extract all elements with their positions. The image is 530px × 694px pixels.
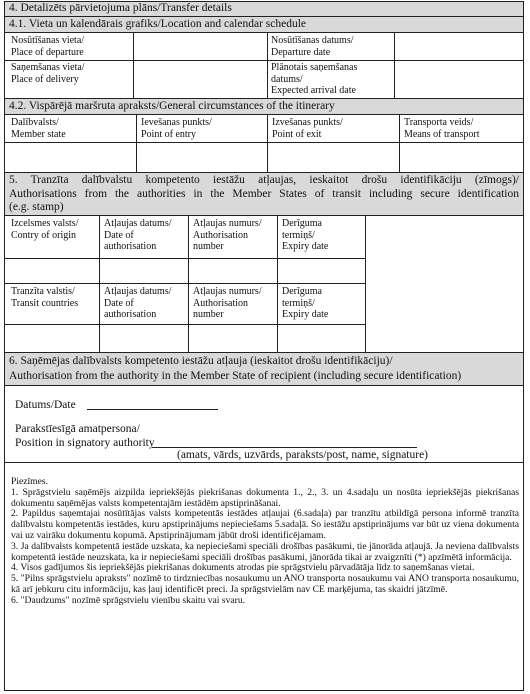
signatory-label-lv: Parakstīesīgā amatpersona/ [15, 423, 140, 435]
expiry-date-label-2: Derīguma termiņš/ Expiry date [282, 286, 329, 320]
date-of-authorisation-label-1: Atļaujas datums/ Date of authorisation [104, 218, 172, 252]
note-5: 5. "Pilns sprāgstvielu apraksts" nozīmē to tirdzniecības nosaukumu un ANO transporta nosaukumu vai ANO transporta nosaukumu, kā arī jebkuru citu informāciju, kas ļauj identificēt preci. Ja sprāgstvielām nav CE marķējuma, tas skaidri jātzīmē. [11, 573, 519, 595]
date-of-authorisation-field-2[interactable] [100, 325, 187, 351]
expiry-date-label-1: Derīguma termiņš/ Expiry date [282, 218, 329, 252]
authorisation-number-field-2[interactable] [189, 325, 276, 351]
point-of-exit-label: Izvešanas punkts/ Point of exit [272, 117, 343, 140]
point-of-entry-label: Ievešanas punkts/ Point of entry [141, 117, 212, 140]
departure-place-field[interactable] [134, 34, 266, 59]
date-of-authorisation-label-2: Atļaujas datums/ Date of authorisation [104, 286, 172, 320]
authorisation-number-field-1[interactable] [189, 259, 276, 282]
signatory-label-en: Position in signatory authority [15, 437, 155, 449]
member-state-field[interactable] [6, 143, 135, 171]
authorisation-number-label-2: Atļaujas numurs/ Authorisation number [193, 286, 262, 320]
departure-place-label: Nosūtīšanas vieta/ Place of departure [11, 35, 85, 58]
date-signature-line[interactable] [87, 409, 218, 410]
point-of-entry-field[interactable] [137, 143, 266, 171]
note-1: 1. Sprāgstvielu saņēmējs aizpilda iepriekšējās piekrišanas dokumenta 1., 2., 3. un 4.sadaļu un nosūta iepriekšējās piekrišanas dokumentu saņēmējas valsts kompetentajām iestādēm apstiprināšanai. [11, 486, 519, 509]
member-state-label: Dalībvalsts/ Member state [11, 117, 66, 140]
date-label: Datums/Date [15, 399, 76, 411]
arrival-date-label: Plānotais saņemšanas datums/ Expected arrival date [271, 62, 358, 96]
transit-countries-label: Tranzīta valstis/ Transit countries [11, 286, 79, 309]
section-4-2-header: 4.2. Vispārējā maršruta apraksts/General circumstances of the itinerary [5, 99, 523, 115]
section-6-header: 6. Saņēmējas dalībvalsts kompetento iestāžu atļauja (ieskaitot drošu identifikāciju)/ Authorisation from the authority in the Member State of recipient (including secure identification) [5, 353, 523, 386]
authorisation-number-label-1: Atļaujas numurs/ Authorisation number [193, 218, 262, 252]
arrival-date-field[interactable] [395, 61, 522, 98]
country-of-origin-label: Izcelsmes valsts/ Contry of origin [11, 218, 79, 241]
signatory-caption: (amats, vārds, uzvārds, paraksts/post, name, signature) [177, 449, 429, 461]
point-of-exit-field[interactable] [268, 143, 398, 171]
section-5-header: 5. Tranzīta dalībvalstu kompetento iestāžu atļaujas, ieskaitot drošu identifikāciju (zīmogs)/ Authorisations from the authorities in the Member States of transit including secure identification (e.g. stamp) [5, 173, 523, 216]
note-2: 2. Papildus saņemtajai nosūtītājas valsts kompetentās iestādes atļaujai (6.sadaļa) par tranzītu atbildīgā persona informē tranzīta dalībvalstu kompetentās iestādes, kuru apstiprinājums nepieciešams 5.sadaļā. So iestāžu apstiprinājums var būt uz viena dokumenta vai uz vairāku dokumentu kopumā. Apstiprinājumam jābūt droši identificējamam. [11, 508, 519, 541]
notes-block [11, 477, 519, 607]
means-of-transport-field[interactable] [400, 143, 522, 171]
departure-date-label: Nosūtīšanas datums/ Departure date [271, 35, 354, 58]
departure-date-field[interactable] [395, 34, 522, 59]
delivery-place-label: Saņemšanas vieta/ Place of delivery [11, 62, 85, 85]
notes-title: Piezīmes. [11, 476, 49, 487]
transit-countries-field[interactable] [6, 325, 98, 351]
note-4: 4. Visos gadījumos šis iepriekšējās piekrišanas dokuments atrodas pie sprāgstvielu pārvadātāja līdz to saņemšanas vietai. [11, 562, 475, 574]
date-of-authorisation-field-1[interactable] [100, 259, 187, 282]
note-3: 3. Ja dalībvalsts kompetentā iestāde uzskata, ka nepieciešami speciāli drošības pasākumi, tie jānorāda atļaujā. Ja neviena dalībvalsts kompetentā iestāde neuzskata, ka ir nepieciešami speciāli drošības pasākumi, jānorāda tikai ar zvaigznīti (*) apzīmētā informācija. [11, 540, 519, 563]
means-of-transport-label: Transporta veids/ Means of transport [404, 117, 480, 140]
expiry-date-field-2[interactable] [278, 325, 364, 351]
section-4-header: 4. Detalizēts pārvietojuma plāns/Transfer details [5, 2, 523, 17]
expiry-date-field-1[interactable] [278, 259, 364, 282]
delivery-place-field[interactable] [134, 61, 266, 98]
note-6: 6. "Daudzums" nozīmē sprāgstvielu vienību skaitu vai svaru. [11, 594, 246, 606]
transfer-details-form [4, 1, 524, 691]
country-of-origin-field[interactable] [6, 259, 98, 282]
signatory-signature-line[interactable] [152, 447, 417, 448]
section-4-1-header: 4.1. Vieta un kalendārais grafiks/Location and calendar schedule [5, 17, 523, 33]
